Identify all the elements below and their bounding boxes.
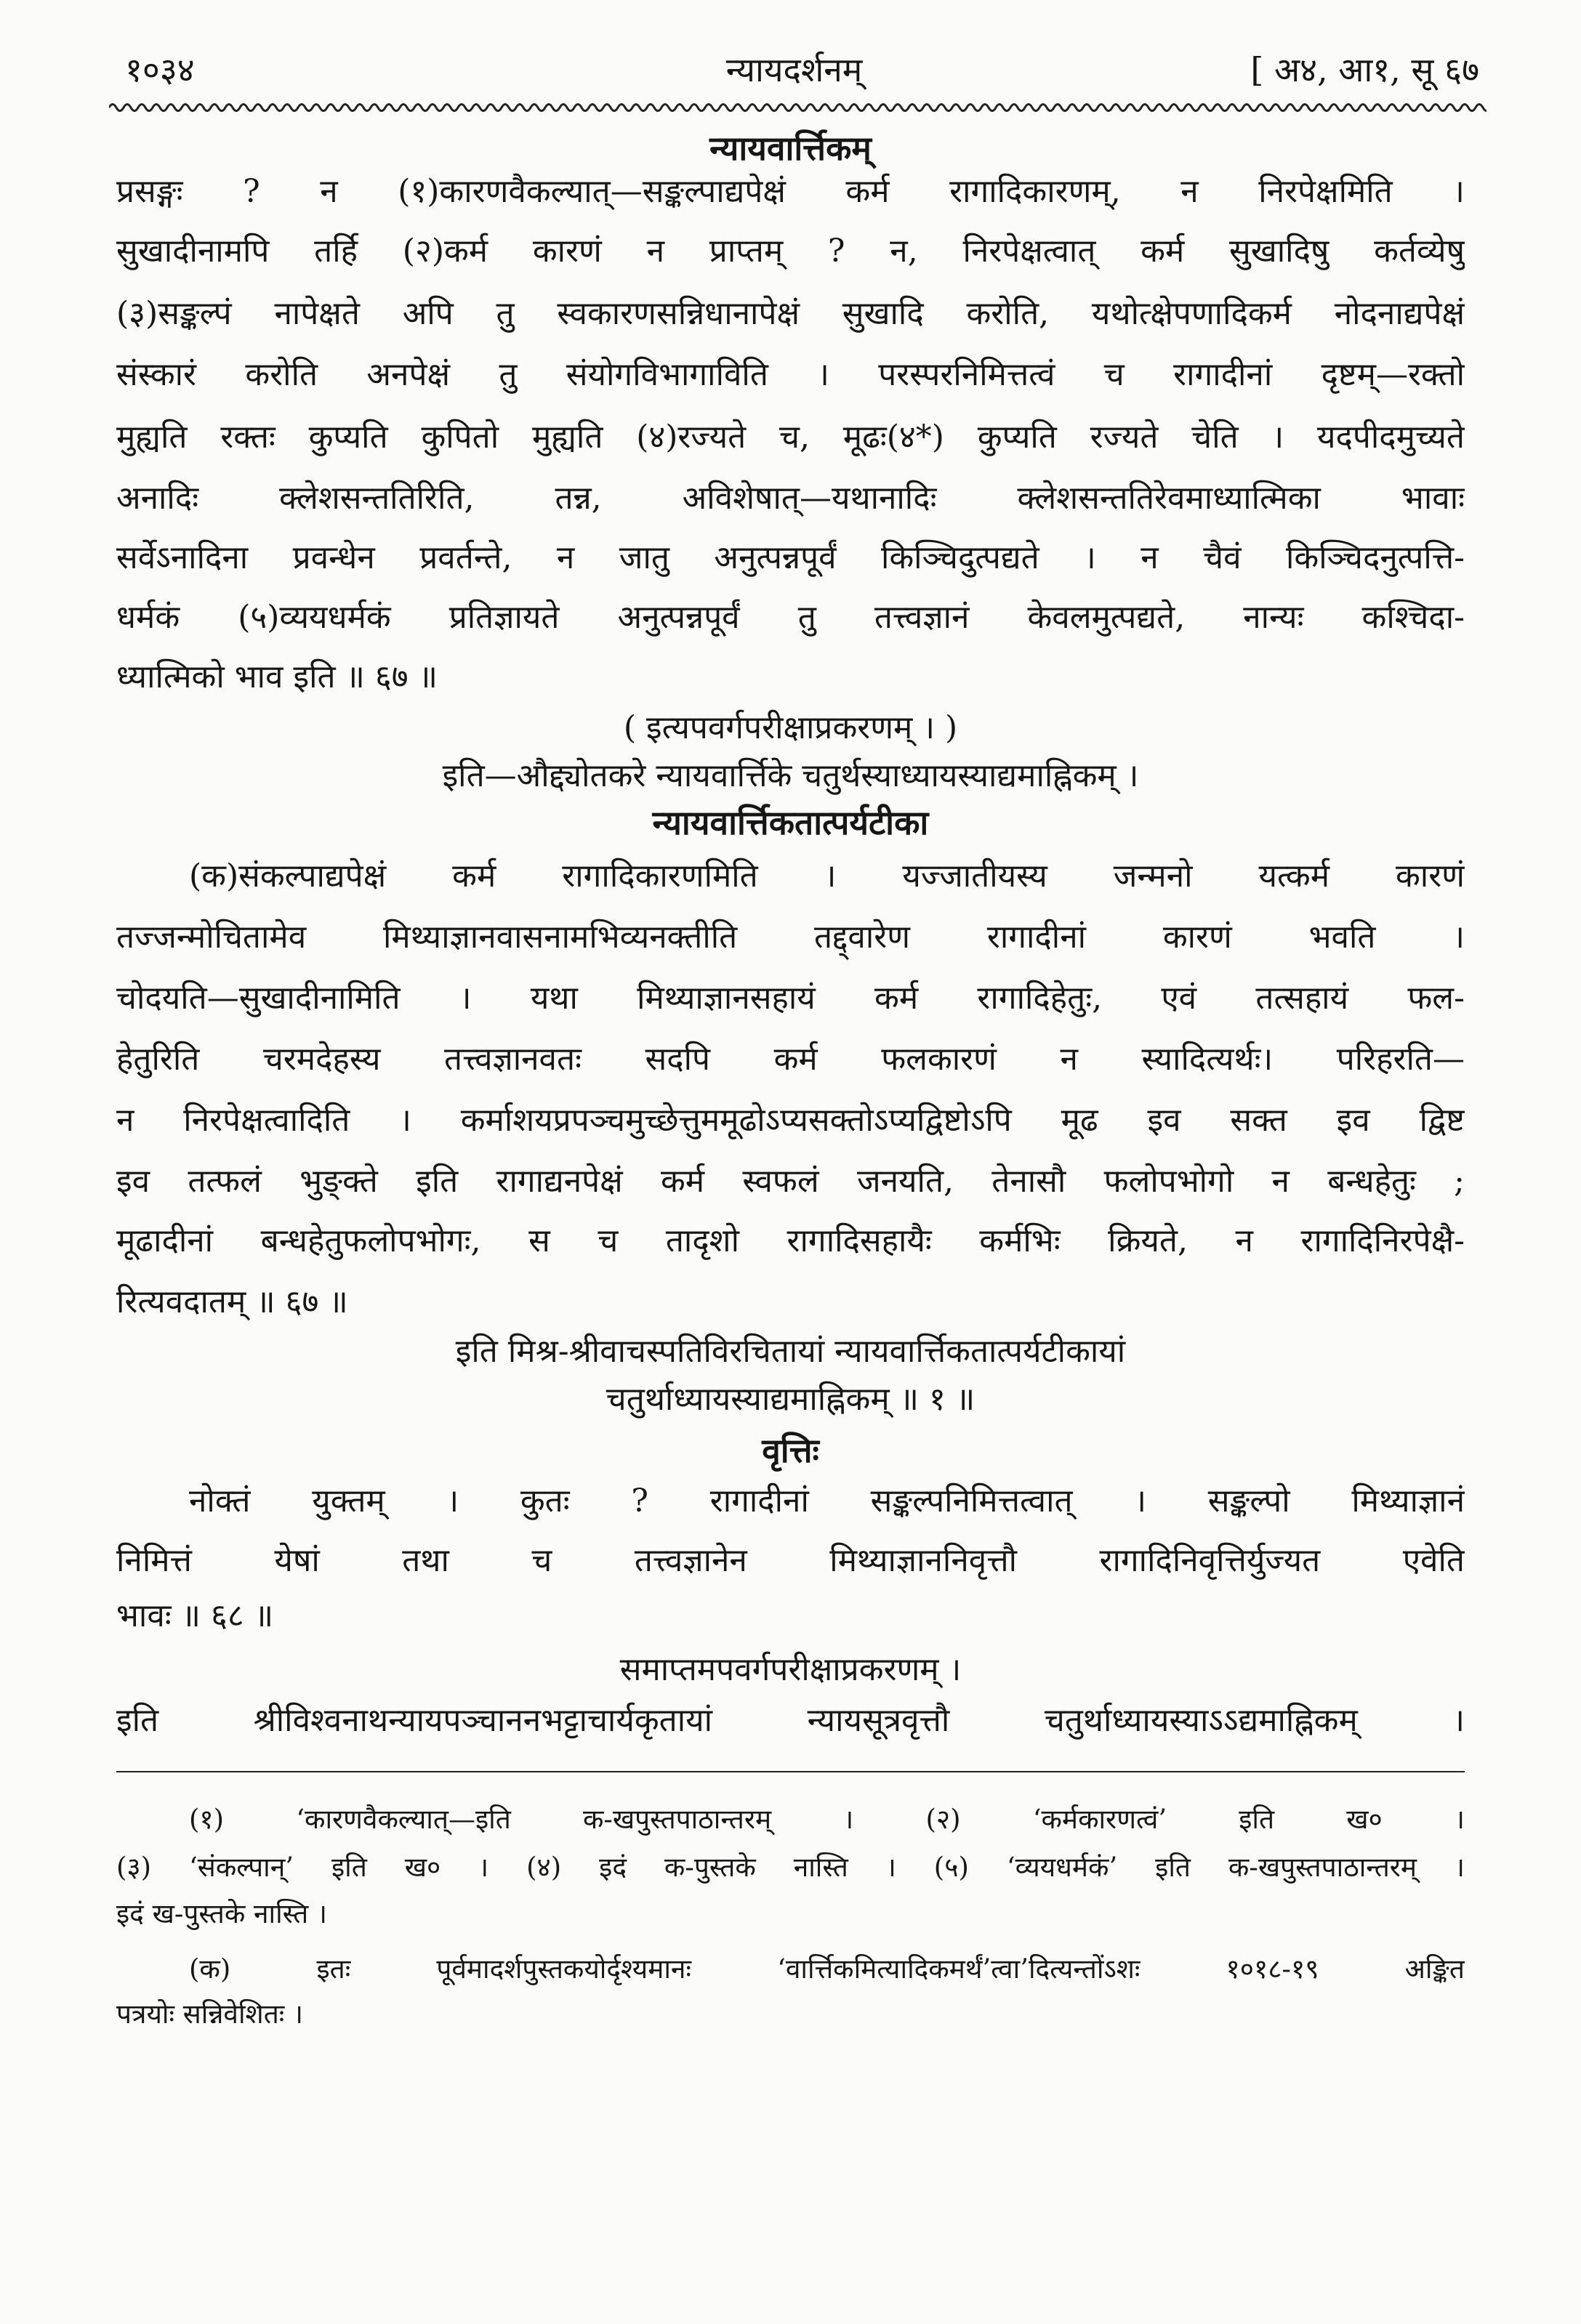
page-number: १०३४: [125, 50, 195, 89]
footnote-line: पत्रयोः सन्निवेशितः ।: [116, 1998, 304, 2030]
text-line: रित्यवदातम् ॥ ६७ ॥: [116, 1283, 348, 1320]
text-line: समाप्तमपवर्गपरीक्षाप्रकरणम् ।: [619, 1651, 962, 1688]
text-line: ध्यात्मिको भाव इति ॥ ६७ ॥: [116, 658, 438, 695]
footnote-line: इदं ख-पुस्तके नास्ति ।: [116, 1898, 327, 1929]
running-title: न्यायदर्शनम्: [725, 50, 863, 89]
text-line: इति मिश्र-श्रीवाचस्पतिविरचितायां न्यायवार्त्तिकतात्पर्यटीकायां: [455, 1333, 1126, 1370]
text-line: न्यायवार्त्तिकतात्पर्यटीका: [652, 803, 929, 842]
text-line: चोदयति—सुखादीनामिति । यथा मिथ्याज्ञानसहायं कर्म रागादिहेतुः, एवं तत्सहायं फल-: [116, 980, 1465, 1017]
footnote-line: (१) ‘कारणवैकल्यात्—इति क-खपुस्तपाठान्तरम् । (२) ‘कर्मकारणत्वं’ इति ख० ।: [189, 1804, 1465, 1835]
text-line: संस्कारं करोति अनपेक्षं तु संयोगविभागाविति । परस्परनिमित्तत्वं च रागादीनां दृष्टम्—रक्तो: [116, 356, 1465, 393]
text-line: मूढादीनां बन्धहेतुफलोपभोगः, स च तादृशो रागादिसहायैः कर्मभिः क्रियते, न रागादिनिरपेक्षै-: [116, 1222, 1465, 1259]
text-line: ( इत्यपवर्गपरीक्षाप्रकरणम् । ): [623, 709, 958, 746]
text-line: चतुर्थाध्यायस्याद्यमाह्निकम् ॥ १ ॥: [606, 1381, 975, 1418]
text-line: हेतुरिति चरमदेहस्य तत्त्वज्ञानवतः सदपि कर्म फलकारणं न स्यादित्यर्थः। परिहरति—: [116, 1041, 1465, 1078]
text-line: इव तत्फलं भुङ्क्ते इति रागाद्यनपेक्षं कर्म स्वफलं जनयति, तेनासौ फलोपभोगो न बन्धहेतुः ;: [116, 1163, 1465, 1200]
text-line: सुखादीनामपि तर्हि (२)कर्म कारणं न प्राप्तम् ? न, निरपेक्षत्वात् कर्म सुखादिषु कर्तव्येषु: [116, 233, 1465, 270]
text-line: निमित्तं येषां तथा च तत्त्वज्ञानेन मिथ्याज्ञाननिवृत्तौ रागादिनिवृत्तिर्युज्यत एवेति: [116, 1542, 1465, 1579]
text-line: (३)सङ्कल्पं नापेक्षते अपि तु स्वकारणसन्निधानापेक्षं सुखादि करोति, यथोत्क्षेपणादिकर्म नोदनाद्यपेक्षं: [116, 295, 1465, 332]
text-line: प्रसङ्गः ? न (१)कारणवैकल्यात्—सङ्कल्पाद्यपेक्षं कर्म रागादिकारणम्, न निरपेक्षमिति ।: [116, 173, 1465, 210]
text-line: न्यायवार्त्तिकम्: [709, 129, 872, 168]
text-line: नोक्तं युक्तम् । कुतः ? रागादीनां सङ्कल्पनिमित्तत्वात् । सङ्कल्पो मिथ्याज्ञानं: [189, 1482, 1465, 1520]
text-line: तज्जन्मोचितामेव मिथ्याज्ञानवासनामभिव्यनक्तीति तद्द्वारेण रागादीनां कारणं भवति ।: [116, 919, 1465, 956]
text-line: वृत्तिः: [762, 1431, 819, 1470]
text-line: इति—औद्द्योतकरे न्यायवार्त्तिके चतुर्थस्याध्यायस्याद्यमाह्निकम् ।: [442, 757, 1139, 794]
footnote-line: (३) ‘संकल्पान्’ इति ख० । (४) इदं क-पुस्तके नास्ति । (५) ‘व्ययधर्मकं’ इति क-खपुस्तपाठान्तरम् ।: [116, 1852, 1465, 1883]
text-line: मुह्यति रक्तः कुप्यति कुपितो मुह्यति (४)रज्यते च, मूढः(४*) कुप्यति रज्यते चेति । यदपीदमुच्यते: [116, 419, 1465, 456]
footnote-line: (क) इतः पूर्वमादर्शपुस्तकयोर्दृश्यमानः ‘वार्त्तिकमित्यादिकमर्थं’त्वा’दित्यन्तोंऽशः १०१८-१९ अङ्कित: [189, 1953, 1465, 1985]
text-line: अनादिः क्लेशसन्ततिरिति, तन्न, अविशेषात्—यथानादिः क्लेशसन्ततिरेवमाध्यात्मिका भावाः: [116, 480, 1465, 517]
text-line: न निरपेक्षत्वादिति । कर्माशयप्रपञ्चमुच्छेत्तुममूढोऽप्यसक्तोऽप्यद्विष्टोऽपि मूढ इव सक्त इव द्विष्ट: [116, 1102, 1465, 1139]
section-reference: [ अ४, आ१, सू ६७: [1250, 50, 1479, 89]
text-line: (क)संकल्पाद्यपेक्षं कर्म रागादिकारणमिति । यज्जातीयस्य जन्मनो यत्कर्म कारणं: [189, 858, 1465, 895]
text-line: भावः ॥ ६८ ॥: [116, 1597, 274, 1634]
text-line: सर्वेऽनादिना प्रवन्धेन प्रवर्तन्ते, न जातु अनुत्पन्नपूर्वं किञ्चिदुत्पद्यते । न चैवं किञ्चिदनुत्पत्ति-: [116, 539, 1465, 576]
text-line: धर्मकं (५)व्ययधर्मकं प्रतिज्ञायते अनुत्पन्नपूर्वं तु तत्त्वज्ञानं केवलमुत्पद्यते, नान्यः कश्चिदा-: [116, 599, 1465, 636]
text-line: इति श्रीविश्वनाथन्यायपञ्चाननभट्टाचार्यकृतायां न्यायसूत्रवृत्तौ चतुर्थाध्यायस्याऽऽद्यमाह्निकम् ।: [116, 1702, 1465, 1739]
